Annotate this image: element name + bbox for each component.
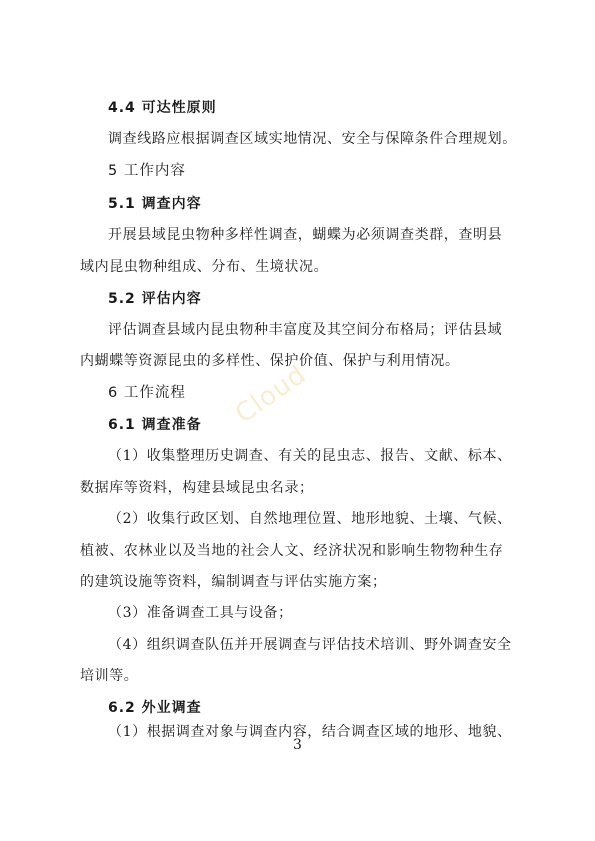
- watermark: Cloud: [230, 359, 313, 430]
- paragraph-6-1-item-2-line-3: 的建筑设施等资料，编制调查与评估实施方案；: [80, 574, 387, 590]
- heading-5-2: 5.2 评估内容: [108, 291, 202, 307]
- paragraph-6-1-item-3: （3）准备调查工具与设备；: [108, 605, 293, 621]
- paragraph-6-1-item-1-line-2: 数据库等资料，构建县域昆虫名录；: [80, 480, 314, 496]
- paragraph-6-1-item-2-line-1: （2）收集行政区划、自然地理位置、地形地貌、土壤、气候、: [108, 511, 512, 527]
- paragraph-6-1-item-4-line-1: （4）组织调查队伍并开展调查与评估技术培训、野外调查安全: [108, 637, 512, 653]
- paragraph-5-1-line-1: 开展县域昆虫物种多样性调查，蝴蝶为必须调查类群，查明县: [108, 227, 503, 243]
- heading-5: 5 工作内容: [108, 163, 186, 179]
- heading-5-1: 5.1 调查内容: [108, 196, 202, 212]
- paragraph-5-1-line-2: 域内昆虫物种组成、分布、生境状况。: [80, 259, 329, 275]
- paragraph-5-2-line-1: 评估调查县域内昆虫物种丰富度及其空间分布格局；评估县域: [108, 322, 503, 338]
- paragraph-6-1-item-1-line-1: （1）收集整理历史调查、有关的昆虫志、报告、文献、标本、: [108, 448, 512, 464]
- paragraph-6-2-item-1-line-1: （1）根据调查对象与调查内容，结合调查区域的地形、地貌、: [108, 724, 512, 740]
- heading-4-4: 4.4 可达性原则: [108, 100, 217, 116]
- paragraph-4-4: 调查线路应根据调查区域实地情况、安全与保障条件合理规划。: [108, 131, 517, 147]
- heading-6-1: 6.1 调查准备: [108, 417, 202, 433]
- heading-6-2: 6.2 外业调查: [108, 700, 202, 716]
- paragraph-6-1-item-4-line-2: 培训等。: [80, 668, 139, 684]
- heading-6: 6 工作流程: [108, 385, 186, 401]
- page-number: 3: [293, 737, 302, 753]
- paragraph-5-2-line-2: 内蝴蝶等资源昆虫的多样性、保护价值、保护与利用情况。: [80, 353, 460, 369]
- paragraph-6-1-item-2-line-2: 植被、农林业以及当地的社会人文、经济状况和影响生物物种生存: [80, 543, 504, 559]
